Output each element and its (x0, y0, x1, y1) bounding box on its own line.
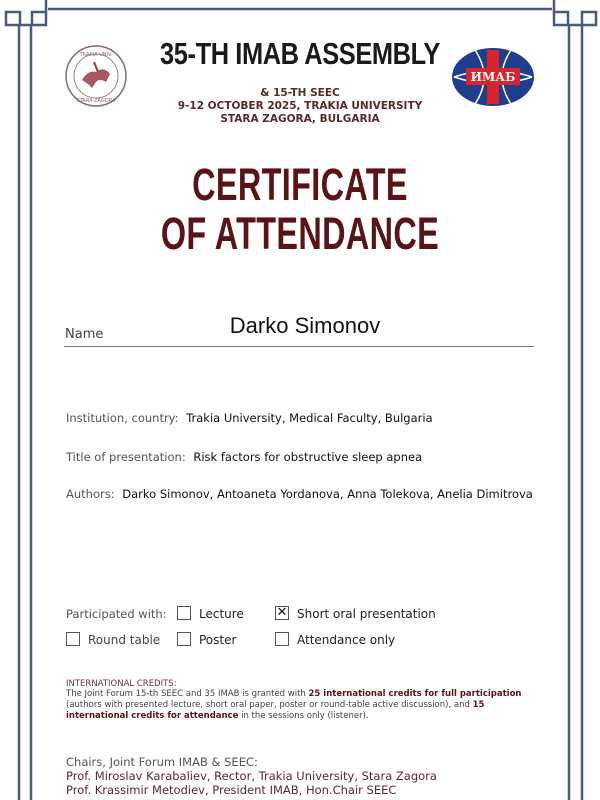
dates-venue: 9-12 OCTOBER 2025, TRAKIA UNIVERSITY (177, 100, 423, 112)
lecture-checkbox (177, 606, 191, 620)
institution-label: Institution, country: (66, 411, 179, 425)
round-table-label: Round table (88, 633, 161, 647)
chair-line: Prof. Krassimir Metodiev, President IMAB, Hon.Chair SEEC (66, 783, 397, 797)
round-table-checkbox (66, 632, 80, 646)
short-oral-presentation-checkbox: ✕ (276, 605, 288, 620)
credits-text-part2: (authors with presented lecture, short oral paper, poster or round-table active discussion), and (66, 700, 473, 710)
credits-attendance: 15 international credits for attendance (66, 700, 485, 721)
name-underline (64, 346, 534, 347)
presentation-title-value: Risk factors for obstructive sleep apnea (193, 450, 423, 464)
svg-text:STARA ZAGORA: STARA ZAGORA (76, 98, 116, 104)
certificate-title-line1: CERTIFICATE (192, 159, 408, 210)
institution-field (66, 411, 433, 425)
certificate-title-line2: OF ATTENDANCE (160, 208, 440, 259)
chair-line: Prof. Miroslav Karabaliev, Rector, Trakia University, Stara Zagora (66, 769, 437, 783)
svg-text:TRAKIA UNIV.: TRAKIA UNIV. (79, 52, 113, 58)
assembly-title: 35-TH IMAB ASSEMBLY (160, 36, 440, 71)
sub-event: & 15-TH SEEC (260, 87, 340, 99)
presentation-title-label: Title of presentation: (66, 450, 186, 464)
attendance-only-label: Attendance only (297, 633, 396, 647)
location: STARA ZAGORA, BULGARIA (220, 113, 380, 125)
name-label: Name (65, 327, 104, 342)
presentation-title-field (66, 450, 422, 464)
institution-value: Trakia University, Medical Faculty, Bulgaria (186, 411, 433, 425)
short-oral-presentation-label: Short oral presentation (297, 607, 436, 621)
credits-text-part1: The Joint Forum 15-th SEEC and 35 IMAB is granted with (66, 689, 309, 699)
chairs-heading: Chairs, Joint Forum IMAB & SEEC: (66, 755, 258, 769)
svg-text:ИМАБ: ИМАБ (470, 70, 516, 84)
credits-heading: INTERNATIONAL CREDITS: (66, 679, 177, 689)
name-value: Darko Simonov (229, 313, 381, 338)
authors-value: Darko Simonov, Antoaneta Yordanova, Anna Tolekova, Anelia Dimitrova (122, 487, 533, 501)
authors-field (66, 487, 533, 501)
credits-text-part3: in the sessions only (listener). (238, 711, 369, 721)
authors-label: Authors: (66, 487, 115, 501)
attendance-only-checkbox (275, 632, 289, 646)
credits-text (66, 689, 546, 722)
poster-checkbox (177, 632, 191, 646)
participated-with-label: Participated with: (66, 607, 167, 621)
lecture-label: Lecture (199, 607, 244, 621)
poster-label: Poster (199, 633, 237, 647)
credits-full-participation: 25 international credits for full participation (308, 689, 522, 699)
